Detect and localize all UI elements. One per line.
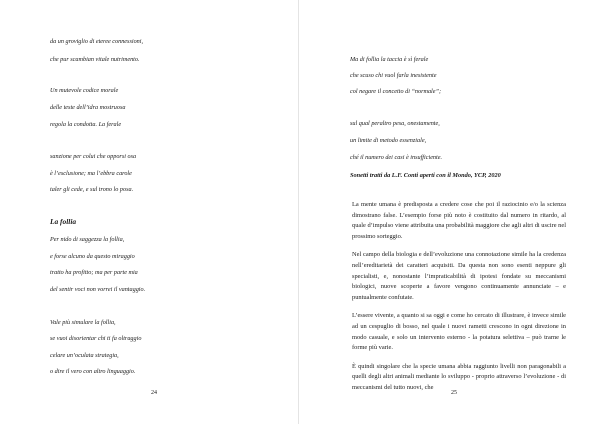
verse-line: che scuso chi vuol farla inesistente: [350, 72, 437, 79]
paragraph: La mente umana è predisposta a credere cose che poi il raziocinio e/o la scienza dimostrano false. L’esempio forse più noto è costituito dal numero in ritardo, al quale d’impulso viene attribuita una probabilità maggiore che agli altri di uscire nel prossimo sorteggio.: [352, 201, 566, 240]
page-number: 24: [151, 390, 157, 396]
left-page: [0, 0, 298, 424]
verse-line: è l’esclusione; ma l’ebbra carole: [50, 170, 132, 177]
page-number: 25: [451, 390, 457, 396]
verse-line: che pur scambian vitale nutrimento.: [50, 56, 140, 63]
verse-line: del sentir voci non vorrei il vantaggio.: [50, 286, 146, 293]
poem-title: La follia: [50, 217, 77, 226]
body-text: [352, 200, 566, 402]
verse-line: sul qual peraltro pesa, onestamente,: [350, 120, 440, 127]
verse-line: sanzione per colui che opporsi osa: [50, 153, 137, 160]
verse-line: ché il numero dei casi è insufficiente.: [350, 154, 443, 161]
verse-line: delle teste dell’idra mostruosa: [50, 104, 126, 111]
verse-line: Ma di follia la taccia è sì ferale: [350, 56, 429, 63]
page-gutter: [298, 0, 299, 424]
verse-line: o dire il vero con altro linguaggio.: [50, 368, 136, 375]
paragraph: L’essere vivente, a quanto si sa oggi e come ho cercato di illustrare, è invece simile ad un cespuglio di bosso, nel quale i nuovi rametti crescono in ogni direzione in modo casuale, e solo un intervento esterno - la potatura selettiva – può trarne le forme più varie.: [352, 312, 566, 352]
paragraph: Nel campo della biologia e dell’evoluzione una connotazione simile ha la credenza nell’ereditarietà dei caratteri acquisiti. Da questa non sono esenti neppure gli specialisti, e, nonostante l’impraticabilità di ipotesi fondate su meccanismi biologici, nuove scoperte a favore vengono continuamente annunciate – e puntualmente confutate.: [352, 251, 566, 301]
verse-line: da un groviglio di eteree connessioni,: [50, 38, 144, 45]
paragraph: È quindi singolare che la specie umana abbia raggiunto livelli non paragonabili a quelli degli altri animali mediante lo sviluppo - proprio attraverso l’evoluzione - di meccanismi del tutto nuovi, che: [352, 362, 566, 391]
verse-line: Per nido di saggezza la follia,: [50, 236, 125, 243]
verse-line: un limite di metodo essenziale,: [350, 137, 427, 144]
verse-line: celare un’oculata strategia,: [50, 352, 119, 359]
verse-line: se vuoi disorientar chi ti fa oltraggio: [50, 335, 142, 342]
verse-line: e forse alcuno da questo miraggio: [50, 253, 135, 260]
verse-line: taler gli cede, e sul trono lo posa.: [50, 186, 134, 193]
verse-line: tratto ha profitto; ma per parte mia: [50, 269, 138, 276]
verse-line: col negare il concetto di “normale”;: [350, 88, 442, 95]
source-credit: Sonetti tratti da L.F. Conti aperti con il Mondo, YCP, 2020: [350, 172, 501, 179]
verse-line: Un mutevole codice morale: [50, 87, 119, 94]
right-page: [300, 0, 600, 424]
verse-line: regola la condotta. La ferale: [50, 121, 122, 128]
verse-line: Vale più simulare la follia,: [50, 319, 116, 326]
